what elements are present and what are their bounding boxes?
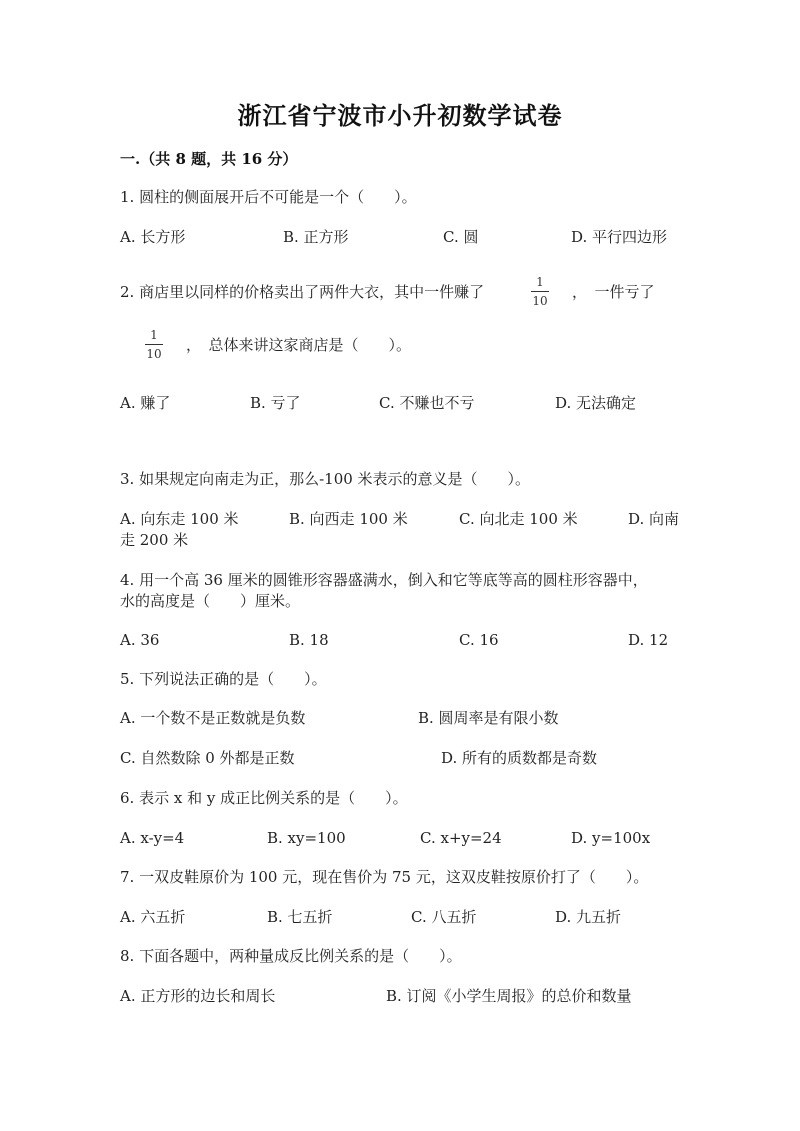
q3-option-b[interactable]: B. 向西走 100 米 (289, 510, 408, 528)
question-2-part3: ， 总体来讲这家商店是（ ）。 (186, 336, 412, 354)
fraction-denominator: 10 (146, 347, 162, 361)
fraction-denominator: 10 (532, 294, 548, 308)
q3-option-c[interactable]: C. 向北走 100 米 (459, 510, 578, 528)
question-5: 5. 下列说法正确的是（ ）。 (120, 670, 327, 688)
q7-option-b[interactable]: B. 七五折 (267, 908, 333, 926)
q1-option-d[interactable]: D. 平行四边形 (571, 228, 668, 246)
q1-option-a[interactable]: A. 长方形 (120, 228, 186, 246)
q4-option-d[interactable]: D. 12 (628, 631, 669, 649)
question-2-part1: 2. 商店里以同样的价格卖出了两件大衣，其中一件赚了 (120, 283, 485, 301)
question-4-line2: 水的高度是（ ）厘米。 (120, 592, 301, 610)
question-6: 6. 表示 x 和 y 成正比例关系的是（ ）。 (120, 789, 408, 807)
question-1: 1. 圆柱的侧面展开后不可能是一个（ ）。 (120, 188, 417, 206)
q2-option-b[interactable]: B. 亏了 (250, 394, 301, 412)
page-title: 浙江省宁波市小升初数学试卷 (237, 101, 563, 130)
q3-option-a[interactable]: A. 向东走 100 米 (120, 510, 239, 528)
q6-option-c[interactable]: C. x+y=24 (420, 829, 502, 847)
question-8: 8. 下面各题中，两种量成反比例关系的是（ ）。 (120, 947, 462, 965)
section-heading: 一.（共 8 题，共 16 分） (120, 150, 298, 168)
fraction-bar (145, 344, 163, 345)
q4-option-b[interactable]: B. 18 (289, 631, 329, 649)
q3-option-d[interactable]: D. 向南 (628, 510, 680, 528)
question-4-line1: 4. 用一个高 36 厘米的圆锥形容器盛满水，倒入和它等底等高的圆柱形容器中， (120, 571, 648, 589)
fraction-numerator: 1 (150, 328, 158, 342)
q8-option-b[interactable]: B. 订阅《小学生周报》的总价和数量 (386, 987, 632, 1005)
q8-option-a[interactable]: A. 正方形的边长和周长 (120, 987, 276, 1005)
fraction-bar (531, 291, 549, 292)
q5-option-d[interactable]: D. 所有的质数都是奇数 (441, 749, 598, 767)
q5-option-a[interactable]: A. 一个数不是正数就是负数 (120, 709, 306, 727)
q1-option-b[interactable]: B. 正方形 (283, 228, 349, 246)
fraction-one-tenth (531, 275, 549, 308)
q3-option-d-continued: 走 200 米 (120, 531, 189, 549)
q5-option-b[interactable]: B. 圆周率是有限小数 (418, 709, 559, 727)
q6-option-a[interactable]: A. x-y=4 (120, 829, 185, 847)
q2-option-a[interactable]: A. 赚了 (120, 394, 171, 412)
q1-option-c[interactable]: C. 圆 (443, 228, 479, 246)
q4-option-a[interactable]: A. 36 (120, 631, 160, 649)
q6-option-d[interactable]: D. y=100x (571, 829, 651, 847)
q7-option-c[interactable]: C. 八五折 (411, 908, 477, 926)
q7-option-a[interactable]: A. 六五折 (120, 908, 186, 926)
q2-option-d[interactable]: D. 无法确定 (555, 394, 637, 412)
q6-option-b[interactable]: B. xy=100 (267, 829, 346, 847)
question-7: 7. 一双皮鞋原价为 100 元，现在售价为 75 元，这双皮鞋按原价打了（ ）。 (120, 868, 649, 886)
fraction-numerator: 1 (536, 275, 544, 289)
q2-option-c[interactable]: C. 不赚也不亏 (379, 394, 475, 412)
question-3: 3. 如果规定向南走为正，那么-100 米表示的意义是（ ）。 (120, 470, 531, 488)
q4-option-c[interactable]: C. 16 (459, 631, 499, 649)
question-2-part2: ， 一件亏了 (572, 283, 655, 301)
fraction-one-tenth (145, 328, 163, 361)
q7-option-d[interactable]: D. 九五折 (555, 908, 622, 926)
q5-option-c[interactable]: C. 自然数除 0 外都是正数 (120, 749, 295, 767)
